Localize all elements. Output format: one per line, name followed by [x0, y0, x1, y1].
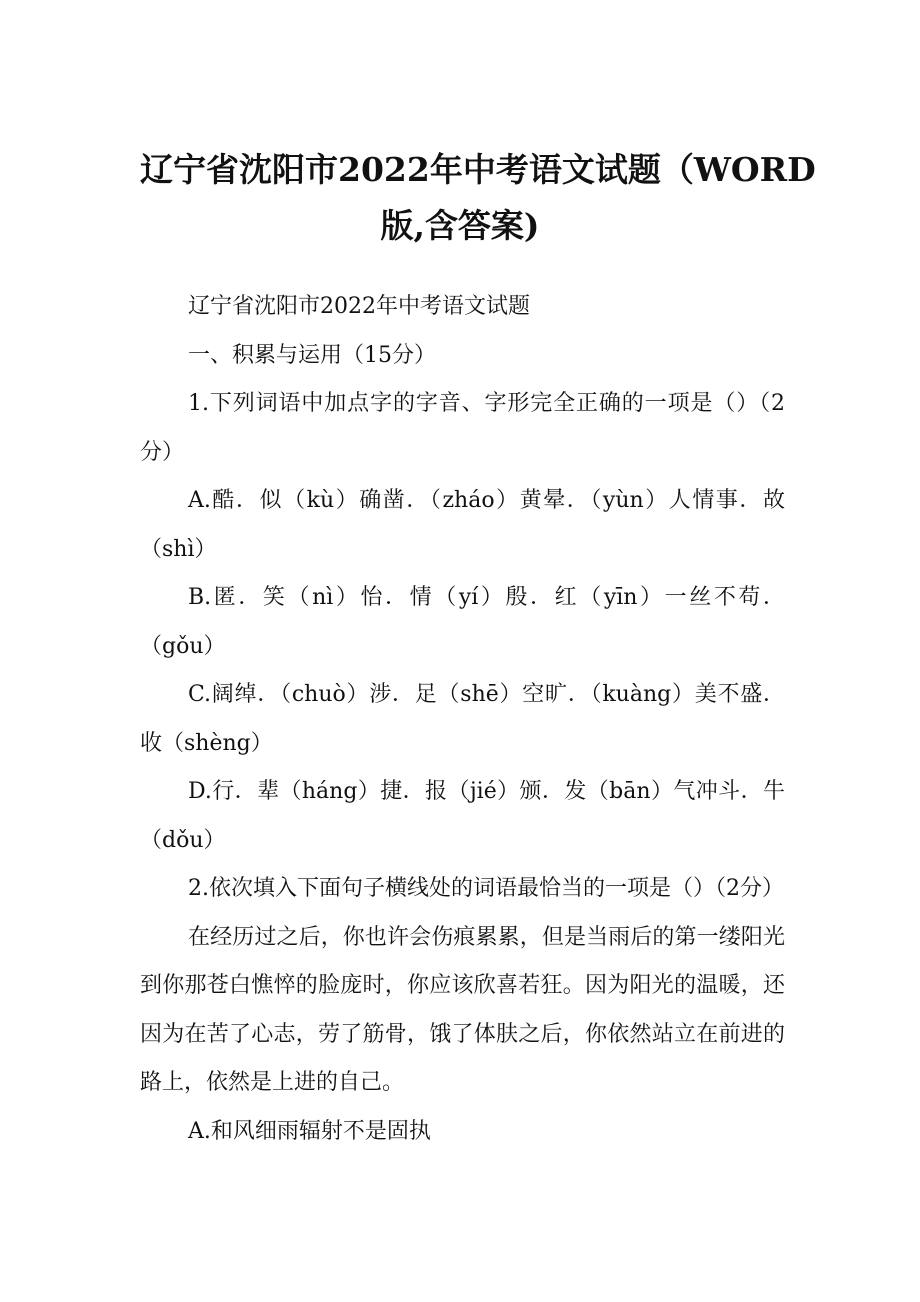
passage-paragraph: 在经历过之后，你也许会伤痕累累，但是当雨后的第一缕阳光到你那苍白憔悴的脸庞时，你应该欣喜若狂。因为阳光的温暖，还因为在苦了心志，劳了筋骨，饿了体肤之后，你依然站立在前进的路上，依然是上进的自己。: [140, 924, 785, 1095]
section-heading: 一、积累与运用（15分）: [188, 342, 436, 368]
option-c: C.阔绰．（chuò）涉．足（shē）空旷．（kuàng）美不盛．收（shèng）: [140, 682, 785, 756]
document-title: [140, 142, 816, 254]
option-a: A.酷．似（kù）确凿．（zháo）黄晕．（yùn）人情事．故（shì）: [140, 488, 785, 562]
question-1: 1.下列词语中加点字的字音、字形完全正确的一项是（）（2分）: [140, 391, 785, 465]
question-2: 2.依次填入下面句子横线处的词语最恰当的一项是（）（2分）: [188, 876, 784, 901]
option-d: D.行．辈（háng）捷．报（jié）颁．发（bān）气冲斗．牛（dǒu）: [140, 779, 785, 853]
title-line-2: 版,含答案): [380, 206, 540, 245]
option-a: A.和风细雨辐射不是固执: [188, 1118, 431, 1144]
option-b: B.匿．笑（nì）怡．情（yí）殷．红（yīn）一丝不苟．（gǒu）: [140, 585, 785, 659]
document-body: [140, 283, 785, 1156]
paper-subtitle: 辽宁省沈阳市2022年中考语文试题: [188, 294, 530, 319]
title-line-1: 辽宁省沈阳市2022年中考语文试题（WORD: [140, 150, 816, 189]
